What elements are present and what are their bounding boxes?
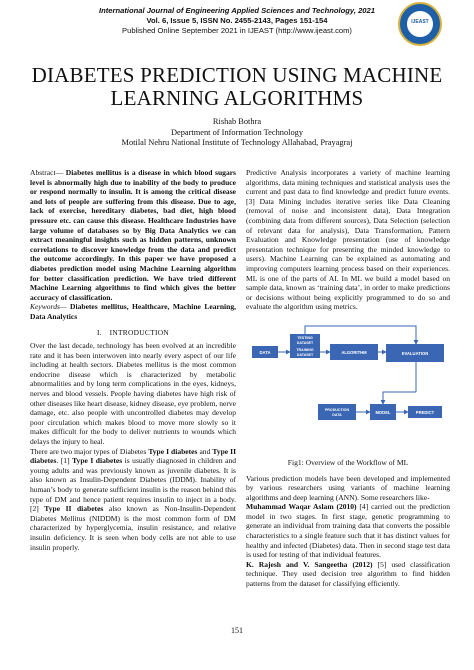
figure-caption: Fig1: Overview of the Workflow of ML bbox=[287, 457, 409, 467]
right-paragraph-1: Predictive Analysis incorporates a variety of machine learning algorithms, data mining techniques and statistical analysis uses the current and past data to find knowledge and predict future events.[3] Data Mining includes iterative series like Data Cleaning (removal of noise and inconsistent data), Data Integration (combining data from different sources), Data Selection (selection of relevant data for analysis), Data Transformation, Pattern Evaluation and Knowledge presentation (use of knowledge presentation technique for presenting the minded knowledge to users). Machine Learning can be explained as automating and improving computers learning process based on their experiences. ML is one of the parts of AI. In ML we build a model based on sample data, known as ‘training data’, in order to make predictions or decisions without being explicitly programmed to do so and evaluate the algorithm using metrics. bbox=[246, 168, 450, 312]
citation-author-aslam: Muhammad Waqar Aslam (2010) bbox=[246, 502, 357, 512]
svg-text:DATA: DATA bbox=[332, 412, 342, 417]
journal-name: International Journal of Engineering Applied Sciences and Technology, 2021 bbox=[99, 6, 375, 15]
logo-text: IJEAST bbox=[411, 19, 429, 25]
paper-title-line-2: LEARNING ALGORITHMS bbox=[110, 86, 364, 110]
box-production-data bbox=[318, 404, 356, 420]
workflow-diagram bbox=[246, 320, 450, 456]
svg-text:PRODUCTION: PRODUCTION bbox=[324, 407, 350, 412]
right-paragraph-3 bbox=[246, 502, 450, 560]
box-evaluation-label: EVALUATION bbox=[401, 350, 429, 356]
svg-text:TESTING: TESTING bbox=[297, 335, 313, 340]
box-algorithm-label: ALGORITHM bbox=[341, 349, 367, 355]
intro-p2-bold: Type II diabetes bbox=[30, 446, 237, 466]
keywords-label: Keywords— bbox=[30, 302, 71, 312]
svg-text:DATASET: DATASET bbox=[296, 340, 314, 345]
journal-logo bbox=[398, 2, 442, 46]
svg-text:TRAINING: TRAINING bbox=[296, 347, 314, 352]
intro-paragraph-2 bbox=[30, 447, 236, 553]
journal-volume: Vol. 6, Issue 5, ISSN No. 2455-2143, Pages 151-154 bbox=[146, 16, 328, 25]
box-data-label: DATA bbox=[259, 349, 271, 355]
box-predict-label: PREDICT bbox=[415, 409, 435, 415]
citation-author-rajesh: K. Rajesh and V. Sangeetha (2012) bbox=[246, 559, 373, 569]
intro-paragraph-1: Over the last decade, technology has been evolved at an incredible rate and it has been interwoven into nearly every aspect of our life including at health sectors. Diabetes mellitus is the most common endocrine disease which is characterized by metabolic abnormalities and by long term complications in the eyes, kidneys, nerves and blood vessels. People having diabetes have high risk of other diseases like heart disease, kidney disease, eye problem, nerve damage, etc. also people with uncontrolled diabetes may develop poor circulation which makes blood to move more slowly so it makes difficult for the body to deliver nutrients to wounds which delays the injury to heal. bbox=[30, 341, 236, 447]
right-paragraph-4 bbox=[246, 560, 450, 589]
intro-p2-text: is usually diagnosed in children and young adults and was previously known as juvenile diabetes. It is also known as Insulin-Dependent Diabetes (IDDM). Inability of human’s body to generate sufficient insulin is the reason behind this type of DM and hence patient requires insulin to inject in a body. [2] bbox=[30, 456, 236, 514]
paper-title-line-1: DIABETES PREDICTION USING MACHINE bbox=[31, 63, 443, 87]
right-paragraph-2: Various prediction models have been developed and implemented by various researchers using variants of machine learning algorithms and deep learning (ANN). Some researchers like- bbox=[246, 473, 450, 502]
logo-emblem bbox=[406, 10, 434, 38]
author-department: Department of Information Technology bbox=[170, 127, 304, 137]
box-data bbox=[252, 346, 278, 358]
arrow-testing-to-evaluation bbox=[305, 326, 416, 344]
abstract-label: Abstract— bbox=[30, 168, 66, 177]
box-model bbox=[370, 404, 396, 420]
intro-p2-text: and bbox=[197, 446, 213, 456]
arrow-to-model bbox=[383, 392, 416, 404]
journal-published: Published Online September 2021 in IJEAST (http://www.ijeast.com) bbox=[122, 26, 352, 35]
author-block bbox=[20, 117, 454, 149]
box-model-label: MODEL bbox=[375, 409, 391, 415]
svg-text:DATASET: DATASET bbox=[296, 352, 314, 357]
box-training-dataset bbox=[290, 346, 320, 358]
abstract-text: Diabetes mellitus is a disease in which blood sugars level is abnormally high due to inability of the body to produce or respond normally to insulin. It is among the critical disease and lots of people are suffering from this disease. Due to age, lack of exercise, hereditary diabetes, bad diet, high blood pressure etc. can cause this disease. Healthcare Industries have large volume of databases so by Big Data Analytics we can extract meaningful insights such as hidden patterns, unknown correlations to discover knowledge from the data and predict the outcome accordingly. In this paper we have proposed a diabetes prediction model using Machine Learning algorithm for better classification prediction. We have tried different Machine Learning algorithms to find which gives the better accuracy of classification. bbox=[30, 168, 236, 302]
intro-p2-bold: Type II diabetes bbox=[44, 504, 104, 514]
box-predict bbox=[408, 406, 442, 418]
left-column bbox=[30, 168, 236, 552]
intro-p2-text: also known as Non-Insulin-Dependent Diabetes Mellitus (NIDDM) is the most common form of DM characterized by hyperglycemia, insulin resistance, and relative insulin deficiency. It is seen when body cells are not able to use insulin properly. bbox=[30, 504, 237, 552]
citation-text-rajesh: [5] used classification technique. They used decision tree algorithm to find hidden patterns from the dataset for classifying efficiently. bbox=[246, 559, 450, 589]
keywords bbox=[30, 302, 236, 321]
intro-p2-text: . [1] bbox=[56, 456, 73, 466]
intro-p2-bold: Type I diabetes bbox=[72, 456, 123, 466]
right-column bbox=[246, 168, 450, 589]
page-number: 151 bbox=[231, 626, 243, 635]
abstract bbox=[30, 168, 236, 302]
box-evaluation bbox=[386, 344, 444, 362]
citation-text-aslam: [4] carried out the prediction model in two stages. In first stage, genetic programming to generate an individual from training data that converts the possible characteristics to a single feature such that it has distinct values for healthy and infected (Diabetes) data. Then in second stage test data is used for testing of that individual features. bbox=[246, 502, 451, 560]
section-heading-introduction: I. INTRODUCTION bbox=[96, 327, 170, 337]
box-algorithm bbox=[330, 344, 378, 360]
author-name: Rishab Bothra bbox=[212, 117, 262, 126]
author-institute: Motilal Nehru National Institute of Technology Allahabad, Prayagraj bbox=[121, 138, 353, 147]
paper-title bbox=[20, 64, 454, 110]
intro-p2-text: There are two major types of Diabetes bbox=[30, 446, 149, 456]
keywords-text: Diabetes mellitus, Healthcare, Machine Learning, Data Analytics bbox=[30, 302, 236, 321]
box-testing-dataset bbox=[290, 334, 320, 346]
intro-p2-bold: Type I diabetes bbox=[148, 446, 198, 456]
workflow-figure bbox=[246, 320, 450, 456]
